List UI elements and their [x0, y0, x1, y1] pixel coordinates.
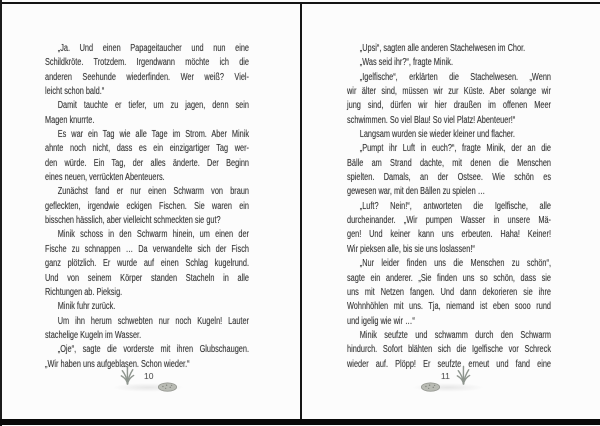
text-line: Und von seinem Körper standen Stacheln in alle: [45, 272, 249, 284]
spine-line: [300, 3, 302, 420]
seaweed-icon: [119, 364, 136, 390]
text-line: und igelig wie wir …“: [347, 315, 415, 327]
text-line: wir älter sind, müssen wir zur Küste. Aber solange wir: [347, 86, 551, 98]
text-line: Minik schoss in den Schwarm hinein, um einen der: [57, 229, 249, 241]
text-line: gefleckten, irgendwie eckigen Fischen. Sie waren ein: [45, 200, 249, 212]
text-line: Langsam wurden sie wieder kleiner und flacher.: [359, 129, 515, 141]
text-line: „Igelfische“, erklärten die Stachelwesen. „Wenn: [359, 71, 551, 83]
left-page-text: [45, 42, 249, 372]
text-line: Wohnhöhlen mit uns. Tja, niemand ist eben sooo rund: [347, 301, 551, 313]
text-line: Damit tauchte er tiefer, um zu jagen, denn sein: [57, 100, 249, 112]
text-line: „Nur leider finden uns die Menschen zu schön“,: [359, 258, 551, 270]
text-line: „Pumpt ihr Luft in euch?“, fragte Minik, der an die: [359, 143, 551, 155]
text-line: „Luft? Nein!“, antworteten die Igelfische, alle: [359, 200, 551, 212]
text-line: eines neuen, verrückten Abenteuers.: [45, 172, 165, 184]
text-line: Richtungen ab. Pieksig.: [45, 286, 123, 298]
text-line: „Was seid ihr?“, fragte Minik.: [359, 57, 453, 69]
text-line: Magen knurrte.: [45, 114, 95, 126]
text-line: spielten. Damals, an der Ostsee. Wie schön es: [347, 172, 551, 184]
text-line: Fische zu schnappen … Da verwandelte sich der Fisch: [45, 243, 249, 255]
text-line: schwimmen. So viel Blau! So viel Platz! Abenteuer!“: [347, 114, 516, 126]
text-line: Minik seufzte und schwamm durch den Schwarm: [359, 329, 551, 341]
text-line: ganz plötzlich. Er wurde auf einen Schlag kugelrund.: [45, 258, 249, 270]
text-line: den würde. Ein Tag, der alles änderte. Der Beginn: [45, 157, 249, 169]
text-line: „Upsi“, sagten alle anderen Stachelwesen im Chor.: [359, 43, 526, 54]
right-page-text: [347, 42, 551, 372]
text-line: stachelige Kugeln im Wasser.: [45, 329, 142, 341]
text-line: Wir pieksen alle, bis sie uns loslassen!“: [347, 243, 475, 255]
text-line: Minik fuhr zurück.: [57, 301, 116, 313]
bottom-edge-bar: [0, 419, 600, 425]
text-line: Es war ein Tag wie alle Tage im Strom. Aber Minik: [57, 129, 249, 141]
text-line: „Oje“, sagte die vorderste mit ihren Glubschaugen.: [57, 344, 249, 356]
text-line: „Wir haben uns aufgeblasen. Schon wieder.“: [45, 358, 190, 370]
text-line: durcheinander. „Wir pumpen Wasser in unsere Mä-: [347, 215, 551, 227]
text-line: „Ja. Und einen Papageitaucher und nun eine: [57, 43, 249, 54]
text-line: Schildkröte. Trotzdem. Irgendwann möchte ich die: [45, 57, 249, 69]
text-line: gen! Und keiner kann uns erbeuten. Haha! Keiner!: [347, 229, 551, 241]
text-line: Zunächst fand er nur einen Schwarm von braun: [57, 186, 249, 198]
text-line: anderen Seehunde wiederfinden. Wer weiß? Viel-: [45, 71, 249, 83]
seaweed-icon: [455, 364, 472, 390]
page-number: 10: [144, 371, 154, 381]
rock-icon: [156, 379, 179, 397]
text-line: Um ihn herum schwebten nur noch Kugeln! Lauter: [57, 315, 249, 327]
left-edge-line: [0, 0, 2, 426]
text-line: ahnte noch nicht, dass es ein einzigartiger Tag wer-: [45, 143, 249, 155]
text-line: gewesen war, mit den Bällen zu spielen …: [347, 186, 486, 198]
rock-icon: [419, 379, 442, 397]
text-line: wieder auf. Plöpp! Er seufzte erneut und fand eine: [347, 358, 551, 370]
text-line: Bälle am Strand dachte, mit denen die Menschen: [347, 157, 551, 169]
text-line: leicht schon bald.“: [45, 86, 105, 98]
text-line: jung sind, dürfen wir hier draußen im offenen Meer: [347, 100, 551, 112]
text-line: hindurch. Sofort blähten sich die Igelfische vor Schreck: [347, 344, 551, 356]
text-line: bisschen hässlich, aber vielleicht schmeckten sie gut?: [45, 215, 221, 227]
page-number: 11: [441, 371, 450, 381]
text-line: uns mit Netzen fangen. Und dann dekorieren sie ihre: [347, 286, 551, 298]
text-line: sagte ein anderer. „Sie finden uns so schön, dass sie: [347, 272, 551, 284]
